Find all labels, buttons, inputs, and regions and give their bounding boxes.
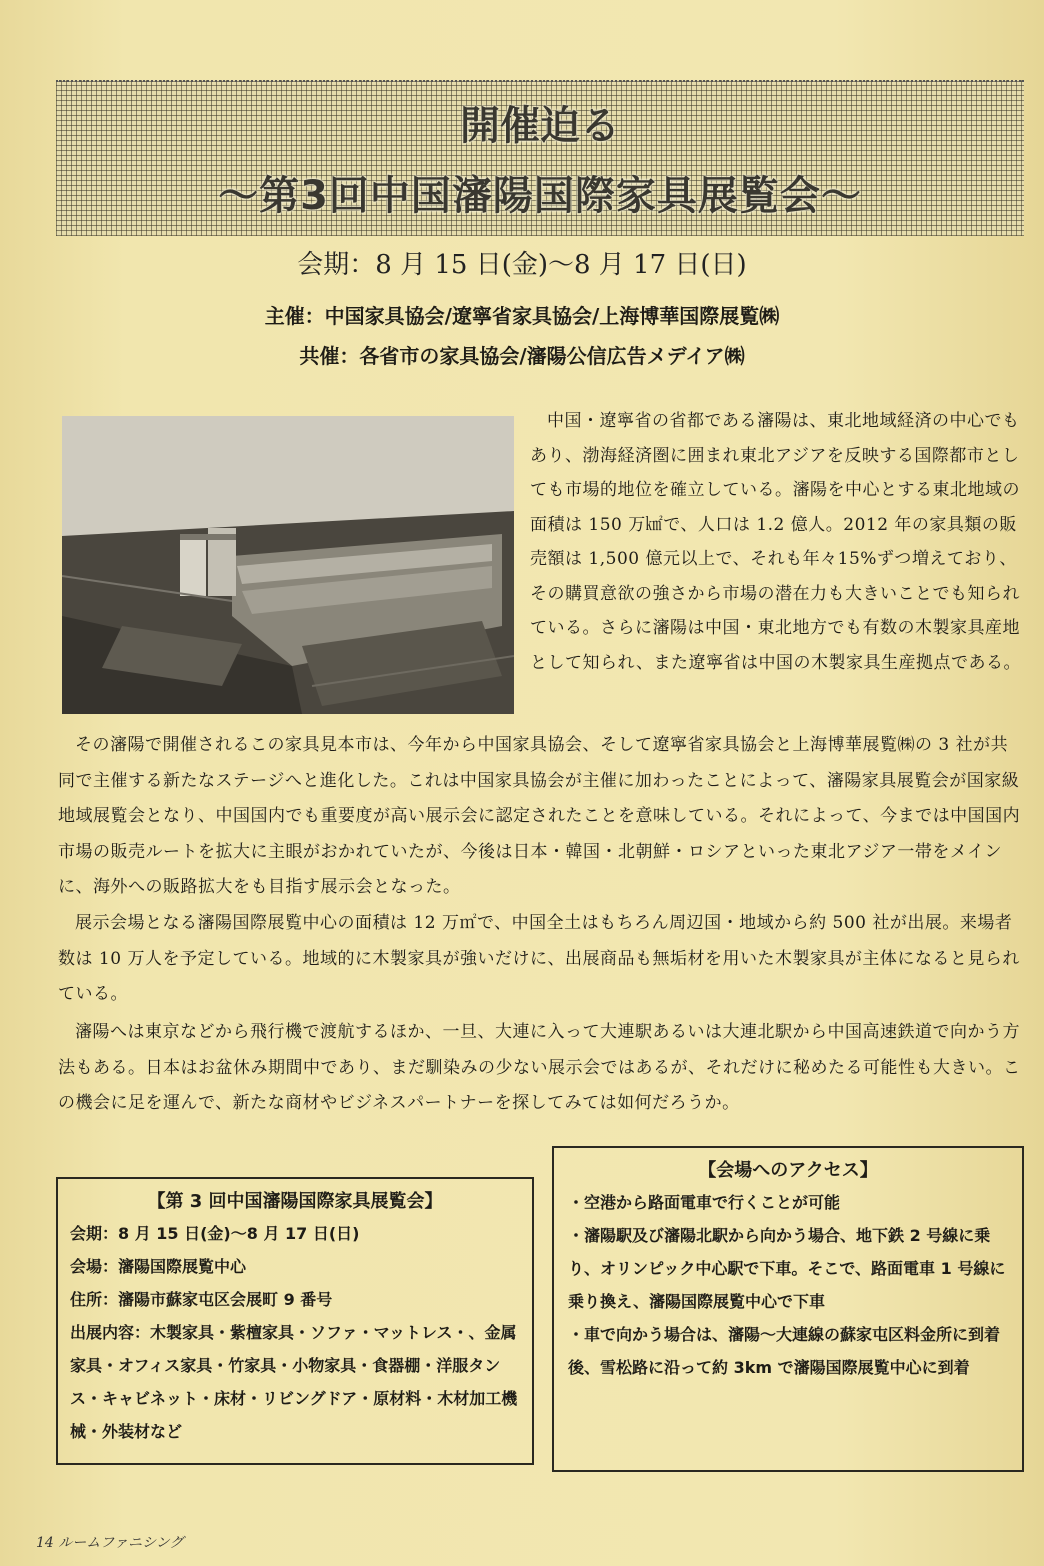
access-item-subway: ・瀋陽駅及び瀋陽北駅から向かう場合、地下鉄 2 号線に乗り、オリンピック中心駅で下車。そこで、路面電車 1 号線に乗り換え、瀋陽国際展覧中心で下車 bbox=[568, 1226, 1006, 1311]
event-info-box bbox=[56, 1177, 534, 1465]
event-info-address: 住所：瀋陽市蘇家屯区会展町 9 番号 bbox=[70, 1290, 333, 1309]
event-info-venue: 会場：瀋陽国際展覧中心 bbox=[70, 1257, 247, 1276]
page-number: 14 bbox=[36, 1535, 54, 1551]
event-info-exhibits: 出展内容：木製家具・紫檀家具・ソファ・マットレス・、金属家具・オフィス家具・竹家具・小物家具・食器棚・洋服タンス・キャビネット・床材・リビングドア・原材料・木材加工機械・外装材など bbox=[70, 1323, 518, 1441]
page-footer bbox=[36, 1532, 183, 1552]
page-title: 開催迫る bbox=[460, 103, 620, 149]
event-info-title: 【第 3 回中国瀋陽国際家具展覧会】 bbox=[147, 1191, 443, 1212]
cohost-organizers: 共催：各省市の家具協会/瀋陽公信広告メデイア㈱ bbox=[299, 344, 745, 368]
event-info-session: 会期：8 月 15 日(金)〜8 月 17 日(日) bbox=[70, 1224, 360, 1243]
magazine-name: ルームファニシング bbox=[58, 1535, 184, 1551]
host-organizers: 主催：中国家具協会/遼寧省家具協会/上海博華国際展覧㈱ bbox=[264, 304, 780, 328]
intro-paragraph: 中国・遼寧省の省都である瀋陽は、東北地域経済の中心でもあり、渤海経済圏に囲まれ東北アジアを反映する国際都市としても市場的地位を確立している。瀋陽を中心とする東北地域の面積は 150 万㎢で、人口は 1.2 億人。2012 年の家具類の販売額は 1,500 億元以上で、それも年々15%ずつ増えており、その購買意欲の強さから市場の潜在力も大きいことでも知られている。さらに瀋陽は中国・東北地方でも有数の木製家具産地として知られ、また遼寧省は中国の木製家具生産拠点である。 bbox=[530, 411, 1022, 673]
page-subtitle: 〜第3回中国瀋陽国際家具展覧会〜 bbox=[218, 173, 862, 219]
paragraph-1: その瀋陽で開催されるこの家具見本市は、今年から中国家具協会、そして遼寧省家具協会と上海博華展覧㈱の 3 社が共同で主催する新たなステージへと進化した。これは中国家具協会が主催に加わったことによって、瀋陽家具展覧会が国家級地域展覧会となり、中国国内でも重要度が高い展示会に認定されたことを意味している。それによって、今までは中国国内市場の販売ルートを拡大に主眼がおかれていたが、今後は日本・韓国・北朝鮮・ロシアといった東北アジア一帯をメインに、海外への販路拡大をも目指す展示会となった。 bbox=[58, 735, 1021, 897]
session-dates: 会期：8 月 15 日(金)〜8 月 17 日(日) bbox=[297, 250, 747, 280]
access-title: 【会場へのアクセス】 bbox=[698, 1160, 878, 1181]
access-box bbox=[552, 1146, 1024, 1472]
paragraph-3: 瀋陽へは東京などから飛行機で渡航するほか、一旦、大連に入って大連駅あるいは大連北駅から中国高速鉄道で向かう方法もある。日本はお盆休み期間中であり、まだ馴染みの少ない展示会ではあるが、それだけに秘めたる可能性も大きい。この機会に足を運んで、新たな商材やビジネスパートナーを探してみては如何だろうか。 bbox=[58, 1022, 1021, 1113]
access-item-car: ・車で向かう場合は、瀋陽〜大連線の蘇家屯区料金所に到着後、雪松路に沿って約 3km で瀋陽国際展覧中心に到着 bbox=[568, 1325, 1001, 1377]
access-item-airport: ・空港から路面電車で行くことが可能 bbox=[568, 1193, 841, 1212]
exhibition-center-photo bbox=[62, 416, 514, 714]
paragraph-2: 展示会場となる瀋陽国際展覧中心の面積は 12 万㎡で、中国全土はもちろん周辺国・地域から約 500 社が出展。来場者数は 10 万人を予定している。地域的に木製家具が強いだけに、出展商品も無垢材を用いた木製家具が主体になると見られている。 bbox=[58, 913, 1020, 1004]
